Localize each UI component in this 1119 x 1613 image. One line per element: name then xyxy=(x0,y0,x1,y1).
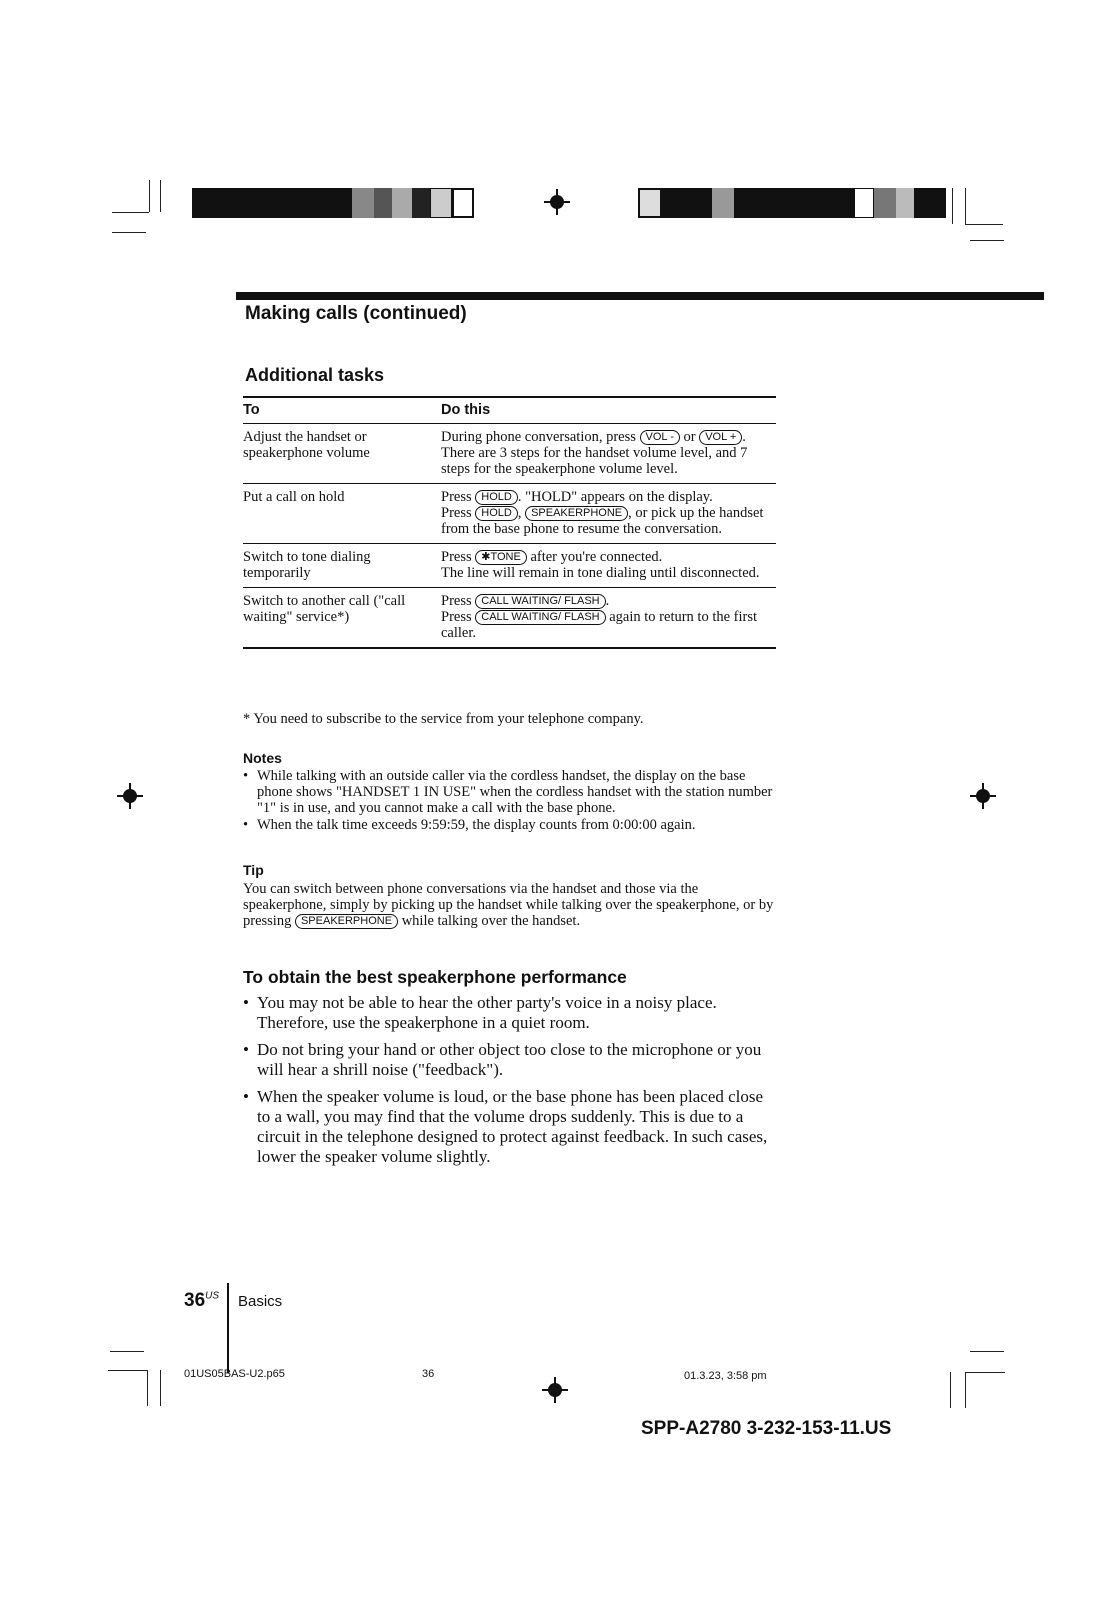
section-name: Basics xyxy=(238,1293,283,1310)
text: . "HOLD" appears on the display. xyxy=(517,489,713,505)
print-date: 01.3.23, 3:58 pm xyxy=(684,1370,767,1382)
table-row xyxy=(243,588,776,649)
section-title: Additional tasks xyxy=(245,365,385,385)
list-item: • When the talk time exceeds 9:59:59, the display counts from 0:00:00 again. xyxy=(243,817,783,833)
list-item: • While talking with an outside caller via the cordless handset, the display on the base phone shows "HANDSET 1 IN USE" when the cordless handset with the station number "1" is in use, and you cannot make a call with the base phone. xyxy=(243,768,783,816)
heading-rule xyxy=(236,292,1044,300)
column-header-do: Do this xyxy=(441,402,491,418)
model-number: SPP-A2780 3-232-153-11.US xyxy=(641,1418,892,1439)
instruction-cell xyxy=(441,429,776,477)
column-header-to: To xyxy=(243,402,260,418)
text: after you're connected. xyxy=(530,549,663,565)
text: . xyxy=(742,429,746,445)
table-header xyxy=(243,396,776,424)
list-item: • When the speaker volume is loud, or the base phone has been placed close to a wall, you may find that the volume drops suddenly. This is due to a circuit in the telephone designed to protect against feedback. In such cases, lower the speaker volume slightly. xyxy=(243,1087,773,1167)
instruction-cell xyxy=(441,593,776,641)
list-item: • You may not be able to hear the other party's voice in a noisy place. Therefore, use the speakerphone in a quiet room. xyxy=(243,993,773,1033)
list-item: • Do not bring your hand or other object too close to the microphone or you will hear a shrill noise ("feedback"). xyxy=(243,1040,773,1080)
page-title: Making calls (continued) xyxy=(245,303,467,324)
speakerphone-key: SPEAKERPHONE xyxy=(295,914,398,929)
registration-mark-icon xyxy=(970,783,996,809)
registration-mark-icon xyxy=(542,1377,568,1403)
tip-title: Tip xyxy=(243,862,264,878)
text: . xyxy=(605,593,610,609)
vol-plus-key: VOL + xyxy=(699,430,742,445)
page-number-value: 36 xyxy=(184,1290,206,1311)
text: Press xyxy=(441,593,472,609)
text: Press xyxy=(441,609,472,625)
subsection-title: To obtain the best speakerphone performance xyxy=(243,967,627,987)
text: During phone conversation, press xyxy=(441,429,636,445)
call-waiting-flash-key: CALL WAITING/ FLASH xyxy=(475,594,605,609)
table-row xyxy=(243,484,776,544)
page-suffix: US xyxy=(205,1290,220,1302)
file-name: 01US05BAS-U2.p65 xyxy=(184,1368,285,1380)
task-cell: Put a call on hold xyxy=(243,489,345,505)
text: , xyxy=(517,505,522,521)
tasks-table xyxy=(243,396,776,649)
page-number xyxy=(184,1290,219,1312)
text: while talking over the handset. xyxy=(401,913,581,929)
registration-mark-icon xyxy=(117,783,143,809)
notes-title: Notes xyxy=(243,750,282,766)
table-row xyxy=(243,544,776,588)
notes-list xyxy=(243,768,783,834)
speakerphone-key: SPEAKERPHONE xyxy=(525,506,628,521)
vol-minus-key: VOL - xyxy=(640,430,680,445)
performance-list xyxy=(243,993,773,1174)
text: again to return to the first caller. xyxy=(441,609,758,641)
tip-text xyxy=(243,881,783,929)
text: There are 3 steps for the handset volume level, and 7 steps for the speakerphone volume level. xyxy=(441,445,748,477)
tone-key: ✱TONE xyxy=(475,550,527,565)
text: You can switch between phone conversations via the handset and those via the speakerphone, simply by picking up the handset while talking over the speakerphone, or by pressing xyxy=(243,881,774,929)
instruction-cell xyxy=(441,489,776,537)
registration-mark-icon xyxy=(544,189,570,215)
sheet-number: 36 xyxy=(422,1368,435,1380)
page-number-divider xyxy=(227,1283,229,1373)
text: Press xyxy=(441,549,472,565)
task-cell: Switch to tone dialing temporarily xyxy=(243,549,371,581)
text: or xyxy=(683,429,696,445)
color-bar-right xyxy=(638,188,946,218)
task-cell: Switch to another call ("call waiting" service*) xyxy=(243,593,406,625)
hold-key: HOLD xyxy=(475,490,518,505)
footnote: * You need to subscribe to the service from your telephone company. xyxy=(243,711,644,727)
text: Press xyxy=(441,505,472,521)
instruction-cell xyxy=(441,549,776,581)
hold-key: HOLD xyxy=(475,506,518,521)
call-waiting-flash-key: CALL WAITING/ FLASH xyxy=(475,610,605,625)
color-bar-left xyxy=(192,188,474,218)
task-cell: Adjust the handset or speakerphone volume xyxy=(243,429,370,461)
text: Press xyxy=(441,489,472,505)
text: The line will remain in tone dialing until disconnected. xyxy=(441,565,760,581)
table-row xyxy=(243,424,776,484)
text: , or pick up the handset from the base phone to resume the conversation. xyxy=(441,505,764,537)
